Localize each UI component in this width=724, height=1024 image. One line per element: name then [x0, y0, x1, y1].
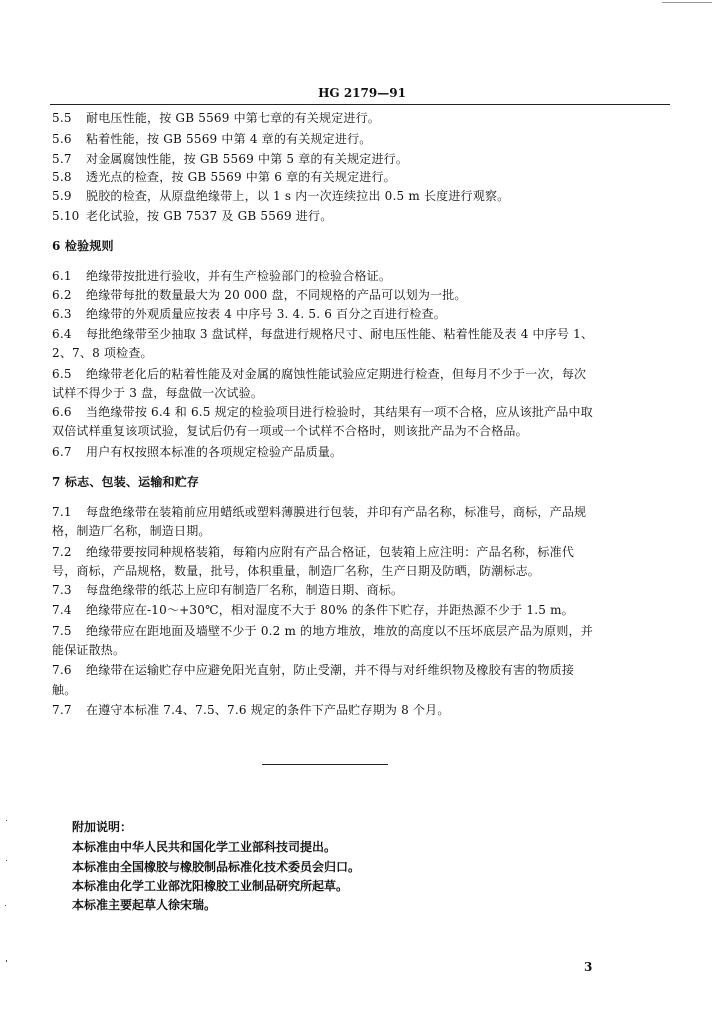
end-rule: [262, 764, 388, 765]
scan-mark: [662, 2, 712, 3]
clause-7-3: 7.3 每盘绝缘带的纸芯上应印有制造厂名称，制造日期、商标。: [52, 583, 404, 597]
clause-5-9: 5.9 脱胶的检查，从原盘绝缘带上，以 1 s 内一次连续拉出 0.5 m 长度进行观察。: [52, 189, 510, 203]
clause-7-7: 7.7 在遵守本标准 7.4、7.5、7.6 规定的条件下产品贮存期为 8 个月。: [52, 703, 450, 717]
clause-7-4: 7.4 绝缘带应在-10～+30℃，相对湿度不大于 80% 的条件下贮存，并距热源不少于 1.5 m。: [52, 603, 574, 617]
appendix-line: 本标准由中华人民共和国化学工业部科技司提出。: [72, 840, 337, 854]
page-header: HG 2179—91: [318, 86, 406, 100]
clause-5-10: 5.10 老化试验，按 GB 7537 及 GB 5569 进行。: [52, 209, 333, 223]
clause-6-6-cont: 双倍试样重复该项试验，复试后仍有一项或一个试样不合格时，则该批产品为不合格品。: [52, 424, 528, 438]
appendix-title: 附加说明：: [72, 820, 133, 834]
clause-6-5-cont: 试样不得少于 3 盘，每盘做一次试验。: [52, 386, 264, 400]
clause-6-6: 6.6 当绝缘带按 6.4 和 6.5 规定的检验项目进行检验时，其结果有一项不合格，应从该批产品中取: [52, 405, 593, 419]
clause-7-1: 7.1 每盘绝缘带在装箱前应用蜡纸或塑料薄膜进行包装，并印有产品名称，标准号，商标，产品规: [52, 505, 587, 519]
scan-speck: [6, 960, 7, 962]
clause-5-5: 5.5 耐电压性能，按 GB 5569 中第七章的有关规定进行。: [52, 111, 381, 125]
clause-6-3: 6.3 绝缘带的外观质量应按表 4 中序号 3. 4. 5. 6 百分之百进行检查。: [52, 307, 446, 321]
clause-7-1-cont: 格，制造厂名称，制造日期。: [52, 524, 211, 538]
clause-7-6-cont: 触。: [52, 683, 77, 697]
section-7-title: 7 标志、包装、运输和贮存: [52, 475, 200, 489]
clause-6-2: 6.2 绝缘带每批的数量最大为 20 000 盘，不同规格的产品可以划为一批。: [52, 288, 467, 302]
clause-6-4-cont: 2、7、8 项检查。: [52, 346, 153, 360]
clause-7-2-cont: 号，商标，产品规格，数量，批号，体积重量，制造厂名称，生产日期及防晒，防潮标志。: [52, 564, 541, 578]
clause-7-6: 7.6 绝缘带在运输贮存中应避免阳光直射，防止受潮，并不得与对纤维织物及橡胶有害的物质接: [52, 663, 575, 677]
appendix-line: 本标准由化学工业部沈阳橡胶工业制品研究所起草。: [72, 879, 349, 893]
page-number: 3: [584, 960, 593, 974]
scan-speck: [5, 905, 6, 906]
scan-speck: [6, 820, 7, 821]
clause-7-2: 7.2 绝缘带要按同种规格装箱，每箱内应附有产品合格证，包装箱上应注明：产品名称，标准代: [52, 545, 575, 559]
clause-5-7: 5.7 对金属腐蚀性能，按 GB 5569 中第 5 章的有关规定进行。: [52, 152, 409, 166]
clause-6-4: 6.4 每批绝缘带至少抽取 3 盘试样，每盘进行规格尺寸、耐电压性能、粘着性能及表 4 中序号 1、: [52, 327, 594, 341]
clause-7-5: 7.5 绝缘带应在距地面及墙壁不少于 0.2 m 的地方堆放，堆放的高度以不压坏底层产品为原则，并: [52, 624, 593, 638]
clause-5-8: 5.8 透光点的检查，按 GB 5569 中第 6 章的有关规定进行。: [52, 170, 396, 184]
clause-5-6: 5.6 粘着性能，按 GB 5569 中第 4 章的有关规定进行。: [52, 132, 372, 146]
clause-6-5: 6.5 绝缘带老化后的粘着性能及对金属的腐蚀性能试验应定期进行检查，但每月不少于一次，每次: [52, 367, 587, 381]
clause-6-7: 6.7 用户有权按照本标准的各项规定检验产品质量。: [52, 445, 343, 459]
appendix-line: 本标准主要起草人徐宋瑞。: [72, 898, 217, 912]
section-6-title: 6 检验规则: [52, 239, 114, 253]
header-rule: [50, 104, 670, 105]
scan-speck: [6, 860, 7, 861]
clause-6-1: 6.1 绝缘带按批进行验收，并有生产检验部门的检验合格证。: [52, 269, 392, 283]
appendix-line: 本标准由全国橡胶与橡胶制品标准化技术委员会归口。: [72, 860, 361, 874]
clause-7-5-cont: 能保证散热。: [52, 643, 126, 657]
